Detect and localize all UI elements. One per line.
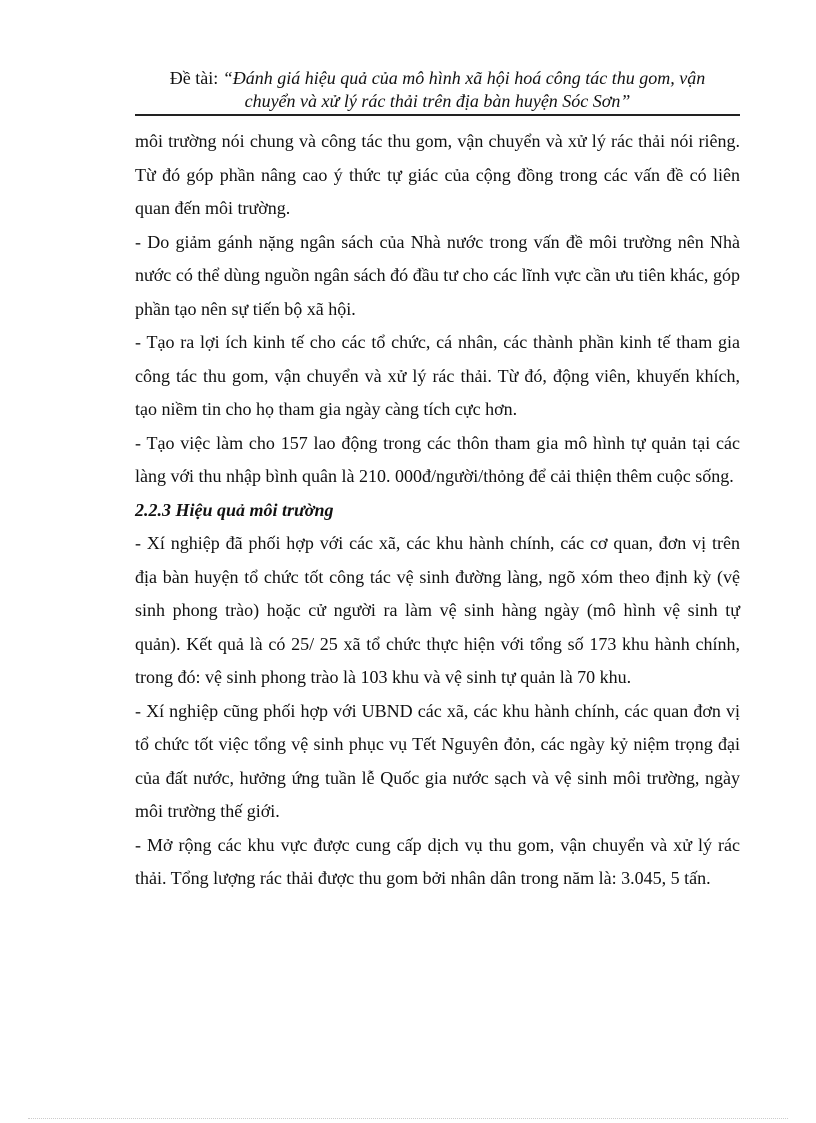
- document-body: [135, 125, 740, 896]
- paragraph-6: - Xí nghiệp cũng phối hợp với UBND các xã, các khu hành chính, các quan đơn vị tổ chức tốt việc tổng vệ sinh phục vụ Tết Nguyên đỏn, các ngày kỷ niệm trọng đại của đất nước, hưởng ứng tuần lễ Quốc gia nước sạch và vệ sinh môi trường, ngày môi trường thế giới.: [135, 700, 740, 821]
- paragraph-4: - Tạo việc làm cho 157 lao động trong các thôn tham gia mô hình tự quản tại các làng với thu nhập bình quân là 210. 000đ/người/thỏng để cải thiện thêm cuộc sống.: [135, 432, 740, 486]
- header-title-line-2: chuyển và xử lý rác thải trên địa bàn huyện Sóc Sơn”: [244, 91, 631, 111]
- paragraph-2: - Do giảm gánh nặng ngân sách của Nhà nước trong vấn đề môi trường nên Nhà nước có thể dùng nguồn ngân sách đó đầu tư cho các lĩnh vực cần ưu tiên khác, góp phần tạo nên sự tiến bộ xã hội.: [135, 231, 740, 319]
- header-line-1: [135, 67, 740, 90]
- footer-dotted-line: [28, 1118, 788, 1119]
- paragraph-3: - Tạo ra lợi ích kinh tế cho các tổ chức, cá nhân, các thành phần kinh tế tham gia công tác thu gom, vận chuyển và xử lý rác thải. Từ đó, động viên, khuyến khích, tạo niềm tin cho họ tham gia ngày càng tích cực hơn.: [135, 332, 740, 419]
- paragraph-1: môi trường nói chung và công tác thu gom, vận chuyển và xử lý rác thải nói riêng. Từ đó góp phần nâng cao ý thức tự giác của cộng đồng trong các vấn đề có liên quan đến môi trường.: [135, 131, 740, 218]
- page-header: [135, 67, 740, 113]
- header-label: Đề tài:: [169, 68, 223, 88]
- header-title-line-1: “Đánh giá hiệu quả của mô hình xã hội hoá công tác thu gom, vận: [222, 68, 706, 88]
- section-heading: 2.2.3 Hiệu quả môi trường: [135, 499, 334, 520]
- paragraph-7: - Mở rộng các khu vực được cung cấp dịch vụ thu gom, vận chuyển và xử lý rác thải. Tổng lượng rác thải được thu gom bởi nhân dân trong năm là: 3.045, 5 tấn.: [135, 834, 740, 888]
- paragraph-5: - Xí nghiệp đã phối hợp với các xã, các khu hành chính, các cơ quan, đơn vị trên địa bàn huyện tổ chức tốt công tác vệ sinh đường làng, ngõ xóm theo định kỳ (vệ sinh phong trào) hoặc cử người ra làm vệ sinh hàng ngày (mô hình vệ sinh tự quản). Kết quả là có 25/ 25 xã tổ chức thực hiện với tổng số 173 khu hành chính, trong đó: vệ sinh phong trào là 103 khu và vệ sinh tự quản là 70 khu.: [135, 533, 740, 687]
- header-divider: [135, 114, 740, 116]
